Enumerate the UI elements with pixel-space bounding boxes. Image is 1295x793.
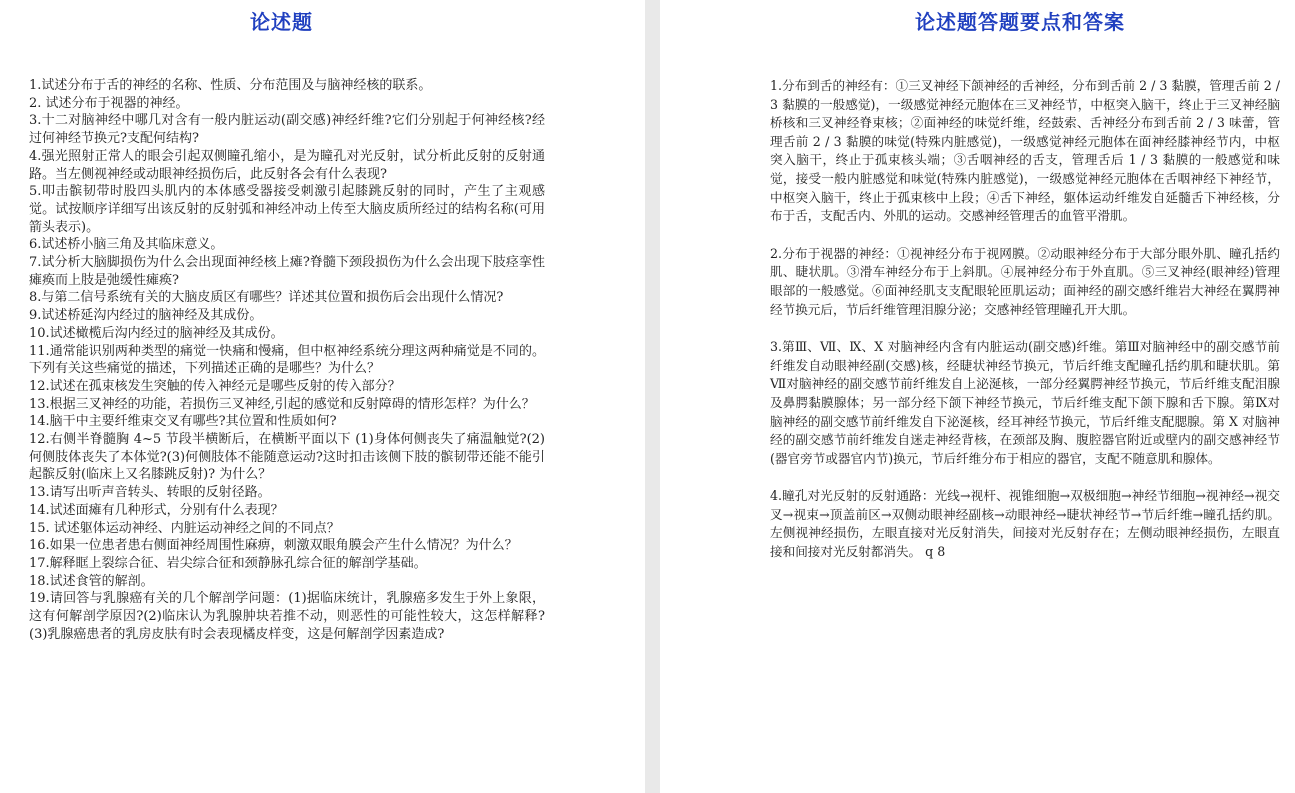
question-list [29, 77, 545, 644]
answer-list [770, 77, 1280, 581]
question-item: 14.脑干中主要纤维束交叉有哪些?其位置和性质如何? [29, 414, 337, 430]
answer-paragraph: 3.第Ⅲ、Ⅶ、Ⅸ、Ⅹ 对脑神经内含有内脏运动(副交感)纤维。第Ⅲ对脑神经中的副交感节前纤维发自动眼神经副(交感)核，经睫状神经节换元，节后纤维支配瞳孔括约肌和睫状肌。第Ⅶ对脑神经的副交感节前纤维发自上泌涎核，一部分经翼腭神经节换元，节后纤维支配泪腺及鼻腭黏膜腺体；另一部分经下颌下神经节换元，节后纤维支配下颌下腺和舌下腺。第Ⅸ对脑神经的副交感节前纤维发自下泌涎核，经耳神经节换元，节后纤维支配腮腺。第 Ⅹ 对脑神经的副交感节前纤维发自迷走神经背核，在颈部及胸、腹腔器官附近或壁内的副交感神经节(器官旁节或器官内节)换元，节后纤维分布于相应的器官，支配不随意肌和腺体。 [770, 339, 1280, 466]
question-item: 6.试述桥小脑三角及其临床意义。 [29, 237, 224, 253]
questions-title: 论述题 [250, 10, 313, 34]
answer-paragraph: 2.分布于视器的神经：①视神经分布于视网膜。②动眼神经分布于大部分眼外肌、瞳孔括约肌、睫状肌。③滑车神经分布于上斜肌。④展神经分布于外直肌。⑤三叉神经(眼神经)管理眼部的一般感觉。⑥面神经肌支支配眼轮匝肌运动；面神经的副交感纤维岩大神经在翼腭神经节换元后，节后纤维管理泪腺分泌；交感神经管理瞳孔开大肌。 [770, 245, 1280, 317]
question-item: 7.试分析大脑脚损伤为什么会出现面神经核上瘫?脊髓下颈段损伤为什么会出现下肢痉挛性瘫痪而上肢是弛缓性瘫痪? [29, 255, 545, 288]
question-item: 5.叩击髌韧带时股四头肌内的本体感受器接受刺激引起膝跳反射的同时，产生了主观感觉。试按顺序详细写出该反射的反射弧和神经冲动上传至大脑皮质所经过的结构名称(可用箭头表示)。 [29, 184, 545, 235]
question-item: 8.与第二信号系统有关的大脑皮质区有哪些？详述其位置和损伤后会出现什么情况? [29, 290, 504, 306]
question-item: 17.解释眶上裂综合征、岩尖综合征和颈静脉孔综合征的解剖学基础。 [29, 555, 427, 571]
answer-paragraph: 4.瞳孔对光反射的反射通路：光线→视杆、视锥细胞→双极细胞→神经节细胞→视神经→视交叉→视束→顶盖前区→双侧动眼神经副核→动眼神经→睫状神经节→节后纤维→瞳孔括约肌。左侧视神经损伤，左眼直接对光反射消失，间接对光反射存在；左侧动眼神经损伤，左眼直接和间接对光反射都消失。 q 8 [770, 488, 1280, 560]
question-item: 11.通常能识别两种类型的痛觉一快痛和慢痛，但中枢神经系统分理这两种痛觉是不同的。下列有关这些痛觉的描述，下列描述正确的是哪些？为什么？ [29, 343, 545, 377]
question-item: 16.如果一位患者患右侧面神经周围性麻痹，刺激双眼角膜会产生什么情况？为什么？ [29, 538, 518, 554]
question-item: 15. 试述躯体运动神经、内脏运动神经之间的不同点？ [29, 520, 340, 536]
question-item: 9.试述桥延沟内经过的脑神经及其成份。 [29, 308, 263, 324]
question-item: 13.请写出听声音转头、转眼的反射径路。 [29, 485, 271, 501]
question-item: 12.试述在孤束核发生突触的传入神经元是哪些反射的传入部分？ [29, 378, 401, 394]
question-item: 1.试述分布于舌的神经的名称、性质、分布范围及与脑神经核的联系。 [29, 78, 432, 93]
question-item: 14.试述面瘫有几种形式，分别有什么表现？ [29, 502, 284, 518]
question-item: 19.请回答与乳腺癌有关的几个解剖学问题：(1)据临床统计，乳腺癌多发生于外上象限，这有何解剖学原因?(2)临床认为乳腺肿块若推不动，则恶性的可能性较大，这怎样解释?(3)乳腺癌患者的乳房皮肤有时会表现橘皮样变，这是何解剖学因素造成? [29, 591, 545, 642]
left-page [0, 0, 645, 793]
question-item: 12.右侧半脊髓胸 4~5 节段半横断后，在横断平面以下 (1)身体何侧丧失了痛温触觉?(2)何侧肢体丧失了本体觉?(3)何侧肢体不能随意运动?这时扣击该侧下肢的髌韧带还能不能引起髌反射(临床上又名膝跳反射)? 为什么？ [29, 432, 545, 483]
question-item: 18.试述食管的解剖。 [29, 573, 154, 589]
answers-title: 论述题答题要点和答案 [915, 10, 1125, 34]
answer-paragraph: 1.分布到舌的神经有：①三叉神经下颌神经的舌神经，分布到舌前 2 / 3 黏膜，管理舌前 2 / 3 黏膜的一般感觉)，一级感觉神经元胞体在三叉神经节，中枢突入脑干，终止于三叉神经脑桥核和三叉神经脊束核；②面神经的味觉纤维，经鼓索、舌神经分布到舌前 2 / 3 味蕾，管理舌前 2 / 3 黏膜的味觉(特殊内脏感觉)，一级感觉神经元胞体在面神经膝神经节内，中枢突入脑干，终止于孤束核头端；③舌咽神经的舌支，管理舌后 1 / 3 黏膜的一般感觉和味觉，接受一般内脏感觉和味觉(特殊内脏感觉)，一级感觉神经元胞体在舌咽神经下神经节，中枢突入脑干，终止于孤束核中上段；④舌下神经，躯体运动纤维发自延髓舌下神经核，分布于舌，支配舌内、外肌的运动。交感神经管理舌的血管平滑肌。 [770, 78, 1280, 224]
question-item: 3.十二对脑神经中哪几对含有一般内脏运动(副交感)神经纤维?它们分别起于何神经核?经过何神经节换元?支配何结构? [29, 113, 545, 147]
question-item: 10.试述橄榄后沟内经过的脑神经及其成份。 [29, 325, 284, 341]
question-item: 4.强光照射正常人的眼会引起双侧瞳孔缩小，是为瞳孔对光反射，试分析此反射的反射通路。当左侧视神经或动眼神经损伤后，此反射各会有什么表现? [29, 148, 545, 182]
right-page [660, 0, 1295, 793]
question-item: 13.根据三叉神经的功能，若损伤三叉神经,引起的感觉和反射障碍的情形怎样？为什么？ [29, 396, 535, 412]
question-item: 2. 试述分布于视器的神经。 [29, 95, 189, 111]
